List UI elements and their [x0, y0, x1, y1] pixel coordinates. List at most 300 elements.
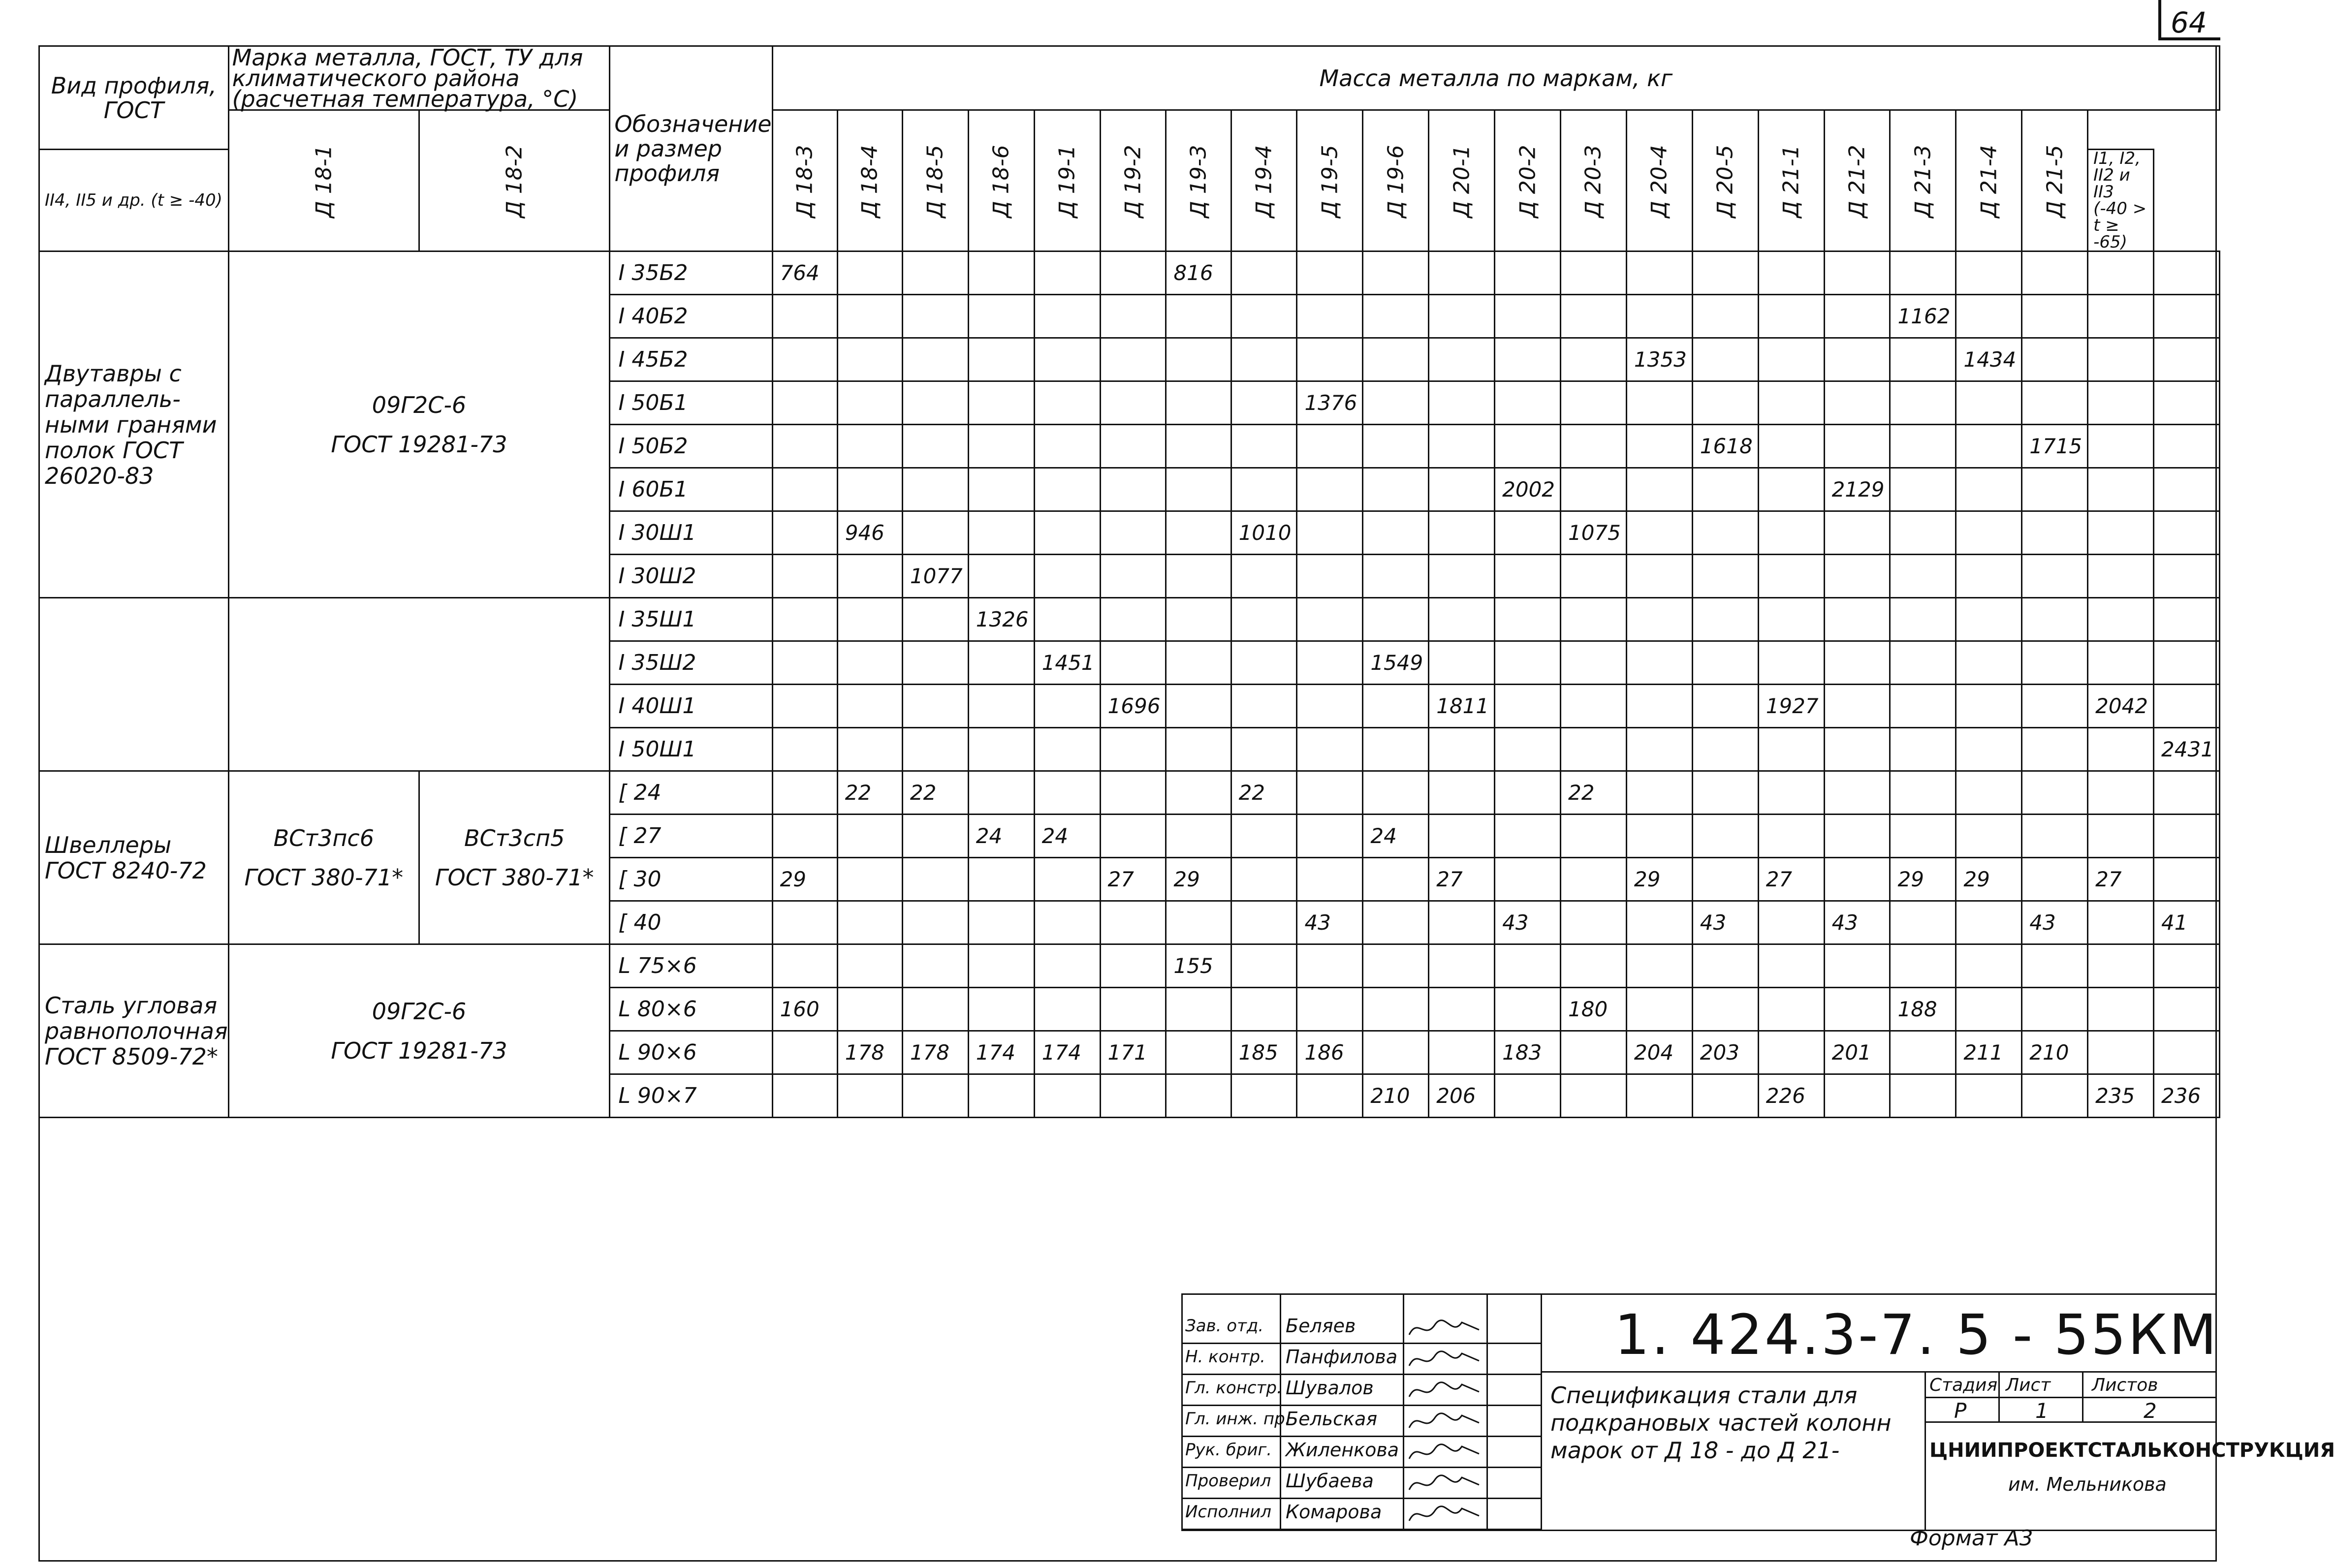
- mass-cell: [1363, 944, 1429, 988]
- mass-cell: 27: [1100, 858, 1166, 901]
- grade-label: Д 20-4: [1646, 145, 1672, 218]
- mass-cell: [1231, 944, 1297, 988]
- mass-cell: [1297, 555, 1363, 598]
- role-label: Н. контр.: [1185, 1347, 1265, 1367]
- mass-cell: [772, 338, 837, 381]
- mass-cell: [902, 815, 968, 858]
- mass-cell: [772, 598, 837, 641]
- steel-grade-line: ВСт3пс6: [273, 824, 374, 851]
- grade-label: Д 18-6: [988, 145, 1014, 218]
- mass-cell: [1231, 338, 1297, 381]
- grade-header: [2022, 110, 2088, 251]
- mass-cell: [1034, 381, 1100, 425]
- mass-cell: 1162: [1890, 295, 1956, 338]
- mass-cell: [1100, 251, 1166, 295]
- mass-cell: [1297, 988, 1363, 1031]
- mass-cell: [837, 641, 902, 685]
- mass-cell: [1692, 295, 1758, 338]
- mass-cell: [2154, 511, 2220, 555]
- mass-cell: [2088, 555, 2154, 598]
- grade-header: [1100, 110, 1166, 251]
- mass-cell: [1692, 511, 1758, 555]
- mass-cell: [1231, 425, 1297, 468]
- mass-cell: [837, 295, 902, 338]
- mass-cell: [1231, 641, 1297, 685]
- mass-cell: [2088, 815, 2154, 858]
- grade-label: Д 20-3: [1580, 145, 1606, 218]
- grade-label: Д 21-4: [1976, 145, 2002, 218]
- signature: [1405, 1470, 1484, 1497]
- profile-size: I 50Ш1: [610, 728, 772, 771]
- mass-cell: [1890, 381, 1956, 425]
- mass-cell: 22: [1561, 771, 1627, 815]
- steel-grade-line: 09Г2С-6: [372, 391, 467, 418]
- mass-cell: [1890, 468, 1956, 511]
- signature: [1405, 1315, 1484, 1342]
- mass-cell: [2088, 728, 2154, 771]
- mass-cell: [968, 338, 1034, 381]
- mass-cell: [1429, 425, 1495, 468]
- mass-cell: [1166, 295, 1231, 338]
- mass-cell: [2154, 858, 2220, 901]
- mass-cell: [1231, 555, 1297, 598]
- mass-cell: 210: [2022, 1031, 2088, 1074]
- mass-cell: 201: [1824, 1031, 1890, 1074]
- mass-cell: [1626, 381, 1692, 425]
- mass-cell: [1692, 728, 1758, 771]
- mass-cell: [1890, 511, 1956, 555]
- table-row: [39, 598, 2220, 641]
- mass-cell: [2022, 771, 2088, 815]
- mass-cell: 2129: [1824, 468, 1890, 511]
- mass-cell: [1297, 685, 1363, 728]
- mass-cell: [1034, 1074, 1100, 1118]
- mass-cell: [1231, 381, 1297, 425]
- mass-cell: [1100, 1074, 1166, 1118]
- role-label: Зав. отд.: [1185, 1316, 1264, 1336]
- mass-cell: [1956, 944, 2022, 988]
- mass-cell: [1758, 381, 1824, 425]
- mass-cell: [1231, 988, 1297, 1031]
- mass-cell: [837, 815, 902, 858]
- mass-cell: [1034, 901, 1100, 944]
- mass-cell: [902, 598, 968, 641]
- corner-line-v: [2158, 0, 2161, 38]
- mass-cell: 178: [837, 1031, 902, 1074]
- mass-cell: 22: [1231, 771, 1297, 815]
- header-mass: Масса металла по маркам, кг: [772, 46, 2219, 110]
- mass-cell: [1956, 295, 2022, 338]
- mass-cell: [1626, 555, 1692, 598]
- mass-cell: 183: [1495, 1031, 1561, 1074]
- mass-cell: 43: [1824, 901, 1890, 944]
- grade-label: Д 18-2: [502, 145, 527, 218]
- signature: [1405, 1377, 1484, 1404]
- mass-cell: [1890, 1031, 1956, 1074]
- mass-cell: 185: [1231, 1031, 1297, 1074]
- profile-size: I 35Ш1: [610, 598, 772, 641]
- profile-size: I 40Б2: [610, 295, 772, 338]
- mass-cell: [1956, 598, 2022, 641]
- mass-cell: [1758, 1031, 1824, 1074]
- mass-cell: 2042: [2088, 685, 2154, 728]
- mass-cell: [1034, 468, 1100, 511]
- mass-cell: [1890, 598, 1956, 641]
- steel-grade: [228, 598, 610, 771]
- mass-cell: [1692, 815, 1758, 858]
- mass-cell: [1231, 728, 1297, 771]
- mass-cell: 29: [1890, 858, 1956, 901]
- mass-cell: [1824, 641, 1890, 685]
- mass-cell: [1297, 641, 1363, 685]
- mass-cell: [2154, 815, 2220, 858]
- mass-cell: 41: [2154, 901, 2220, 944]
- mass-cell: [1626, 251, 1692, 295]
- role-label: Рук. бриг.: [1185, 1440, 1272, 1460]
- profile-size: [ 40: [610, 901, 772, 944]
- mass-cell: [1429, 815, 1495, 858]
- mass-cell: [1297, 295, 1363, 338]
- mass-cell: [1824, 1074, 1890, 1118]
- mass-cell: [2088, 901, 2154, 944]
- mass-cell: [902, 251, 968, 295]
- mass-cell: [2088, 511, 2154, 555]
- mass-cell: [1100, 901, 1166, 944]
- role-label: Исполнил: [1185, 1502, 1271, 1522]
- mass-cell: [1231, 295, 1297, 338]
- mass-cell: 188: [1890, 988, 1956, 1031]
- mass-cell: 226: [1758, 1074, 1824, 1118]
- mass-cell: [2088, 251, 2154, 295]
- mass-cell: [1561, 251, 1627, 295]
- mass-cell: 43: [2022, 901, 2088, 944]
- mass-cell: [2022, 1074, 2088, 1118]
- mass-cell: 2002: [1495, 468, 1561, 511]
- mass-cell: [1824, 251, 1890, 295]
- mass-cell: [1231, 815, 1297, 858]
- mass-cell: [1626, 598, 1692, 641]
- mass-cell: [1626, 901, 1692, 944]
- mass-cell: [968, 685, 1034, 728]
- mass-cell: 22: [837, 771, 902, 815]
- mass-cell: 203: [1692, 1031, 1758, 1074]
- mass-cell: [1166, 685, 1231, 728]
- mass-cell: [1166, 511, 1231, 555]
- mass-cell: [2088, 1031, 2154, 1074]
- mass-cell: [1429, 901, 1495, 944]
- mass-cell: 178: [902, 1031, 968, 1074]
- mass-cell: [1034, 944, 1100, 988]
- grade-label: Д 21-3: [1910, 145, 1936, 218]
- mass-cell: 204: [1626, 1031, 1692, 1074]
- mass-cell: [1363, 425, 1429, 468]
- mass-cell: 1010: [1231, 511, 1297, 555]
- grade-label: Д 20-5: [1712, 145, 1738, 218]
- person-name: Беляев: [1286, 1315, 1356, 1337]
- mass-cell: [1231, 858, 1297, 901]
- mass-cell: [1363, 685, 1429, 728]
- mass-cell: [1297, 1074, 1363, 1118]
- mass-cell: [1297, 771, 1363, 815]
- header-steel-sub1: II4, II5 и др. (t ≥ -40): [39, 150, 229, 251]
- mass-cell: [968, 295, 1034, 338]
- mass-cell: 1376: [1297, 381, 1363, 425]
- mass-cell: [2022, 295, 2088, 338]
- table-row: [39, 944, 2220, 988]
- mass-cell: 211: [1956, 1031, 2022, 1074]
- mass-cell: [1166, 468, 1231, 511]
- mass-cell: [1231, 468, 1297, 511]
- mass-cell: [2022, 338, 2088, 381]
- mass-cell: [1758, 728, 1824, 771]
- mass-cell: [772, 815, 837, 858]
- mass-cell: [1561, 858, 1627, 901]
- mass-cell: [1429, 1031, 1495, 1074]
- mass-cell: [1890, 771, 1956, 815]
- mass-cell: [1626, 815, 1692, 858]
- mass-cell: [1034, 511, 1100, 555]
- mass-cell: [1956, 1074, 2022, 1118]
- mass-cell: 155: [1166, 944, 1231, 988]
- mass-cell: [1890, 425, 1956, 468]
- mass-cell: [1956, 251, 2022, 295]
- signature: [1405, 1346, 1484, 1373]
- mass-cell: [1890, 1074, 1956, 1118]
- mass-cell: [1363, 381, 1429, 425]
- grade-header: [1956, 110, 2022, 251]
- mass-cell: [1626, 511, 1692, 555]
- mass-cell: [1495, 338, 1561, 381]
- mass-cell: [1429, 468, 1495, 511]
- mass-cell: [1824, 728, 1890, 771]
- mass-cell: [837, 728, 902, 771]
- mass-cell: [1363, 901, 1429, 944]
- mass-cell: [2088, 598, 2154, 641]
- mass-cell: 27: [1758, 858, 1824, 901]
- mass-cell: 1353: [1626, 338, 1692, 381]
- mass-cell: 1715: [2022, 425, 2088, 468]
- mass-cell: [772, 511, 837, 555]
- mass-cell: [1692, 641, 1758, 685]
- mass-cell: 24: [968, 815, 1034, 858]
- grade-header: [228, 110, 419, 251]
- mass-cell: 210: [1363, 1074, 1429, 1118]
- mass-cell: [1231, 901, 1297, 944]
- mass-cell: [837, 901, 902, 944]
- mass-cell: [1824, 425, 1890, 468]
- mass-cell: [1495, 685, 1561, 728]
- mass-cell: [1034, 685, 1100, 728]
- role-label: Гл. инж. пр.: [1185, 1409, 1291, 1429]
- mass-cell: 235: [2088, 1074, 2154, 1118]
- mass-cell: [1561, 641, 1627, 685]
- mass-cell: [1692, 685, 1758, 728]
- mass-cell: [1495, 555, 1561, 598]
- mass-cell: [1495, 728, 1561, 771]
- mass-cell: [1034, 555, 1100, 598]
- mass-cell: [1890, 944, 1956, 988]
- mass-cell: [1363, 251, 1429, 295]
- mass-cell: 1326: [968, 598, 1034, 641]
- profile-size: I 35Ш2: [610, 641, 772, 685]
- grade-label: Д 19-4: [1251, 145, 1277, 218]
- mass-cell: [1626, 425, 1692, 468]
- mass-cell: [1758, 988, 1824, 1031]
- mass-cell: [1429, 338, 1495, 381]
- mass-cell: [1166, 425, 1231, 468]
- grade-label: Д 21-1: [1778, 145, 1804, 218]
- mass-cell: [1363, 1031, 1429, 1074]
- mass-cell: [2022, 381, 2088, 425]
- title-line-2: подкрановых частей колонн: [1550, 1410, 1892, 1436]
- grade-label: Д 20-1: [1449, 145, 1475, 218]
- profile-size: L 90×7: [610, 1074, 772, 1118]
- mass-cell: [1824, 858, 1890, 901]
- mass-cell: [1956, 641, 2022, 685]
- mass-cell: [1166, 641, 1231, 685]
- mass-cell: [1363, 555, 1429, 598]
- grade-label: Д 21-5: [2042, 145, 2068, 218]
- mass-cell: [2088, 944, 2154, 988]
- mass-cell: [1363, 771, 1429, 815]
- mass-cell: [2022, 944, 2088, 988]
- mass-cell: [1495, 598, 1561, 641]
- mass-cell: [1824, 815, 1890, 858]
- mass-cell: [1561, 728, 1627, 771]
- grade-header: [772, 110, 837, 251]
- mass-cell: [1956, 901, 2022, 944]
- mass-cell: [772, 771, 837, 815]
- mass-cell: [2154, 295, 2220, 338]
- mass-cell: [1561, 685, 1627, 728]
- mass-cell: [1231, 598, 1297, 641]
- steel-grade-line: ГОСТ 380-71*: [435, 864, 594, 891]
- grade-label: Д 19-1: [1054, 145, 1080, 218]
- grade-header: [1824, 110, 1890, 251]
- mass-cell: [837, 425, 902, 468]
- sheet-value: 1: [2035, 1399, 2049, 1423]
- mass-cell: [1626, 468, 1692, 511]
- grade-header: [1297, 110, 1363, 251]
- mass-cell: [1495, 641, 1561, 685]
- mass-cell: [1561, 555, 1627, 598]
- mass-cell: [1824, 511, 1890, 555]
- mass-cell: [1561, 295, 1627, 338]
- grade-label: Д 19-3: [1186, 145, 1211, 218]
- mass-cell: [1824, 685, 1890, 728]
- mass-cell: [1626, 641, 1692, 685]
- profile-size: L 75×6: [610, 944, 772, 988]
- mass-cell: [1561, 468, 1627, 511]
- mass-cell: [837, 858, 902, 901]
- mass-cell: [1034, 295, 1100, 338]
- mass-cell: [1100, 641, 1166, 685]
- mass-cell: 206: [1429, 1074, 1495, 1118]
- sheet-label: Лист: [2006, 1375, 2051, 1395]
- mass-cell: [1758, 295, 1824, 338]
- mass-cell: [772, 295, 837, 338]
- mass-cell: [2154, 555, 2220, 598]
- mass-cell: [1100, 295, 1166, 338]
- mass-cell: [2022, 858, 2088, 901]
- mass-cell: [772, 468, 837, 511]
- mass-cell: [1824, 988, 1890, 1031]
- mass-cell: [2154, 944, 2220, 988]
- mass-cell: [2022, 815, 2088, 858]
- mass-cell: [1100, 598, 1166, 641]
- mass-cell: 946: [837, 511, 902, 555]
- mass-cell: [902, 511, 968, 555]
- mass-cell: 1618: [1692, 425, 1758, 468]
- title-line-1: Спецификация стали для: [1550, 1382, 1858, 1409]
- mass-cell: [1561, 598, 1627, 641]
- mass-cell: [1692, 858, 1758, 901]
- role-label: Гл. констр.: [1185, 1378, 1282, 1398]
- mass-cell: [837, 555, 902, 598]
- mass-cell: [1890, 685, 1956, 728]
- mass-cell: [772, 381, 837, 425]
- mass-cell: [772, 425, 837, 468]
- profile-size: I 45Б2: [610, 338, 772, 381]
- header-steel: Марка металла, ГОСТ, ТУ для климатического района (расчетная температура, °С): [228, 46, 610, 110]
- mass-cell: [1297, 944, 1363, 988]
- mass-cell: [1692, 381, 1758, 425]
- mass-cell: [2154, 338, 2220, 381]
- mass-cell: [1758, 641, 1824, 685]
- mass-cell: [1363, 728, 1429, 771]
- mass-cell: [1034, 858, 1100, 901]
- mass-cell: [2088, 468, 2154, 511]
- mass-cell: [1758, 338, 1824, 381]
- mass-cell: [1956, 381, 2022, 425]
- mass-cell: [1890, 338, 1956, 381]
- mass-cell: [1956, 555, 2022, 598]
- signature: [1405, 1501, 1484, 1528]
- mass-cell: [1363, 338, 1429, 381]
- mass-cell: [1758, 468, 1824, 511]
- mass-cell: [1758, 598, 1824, 641]
- mass-cell: [1692, 1074, 1758, 1118]
- mass-cell: [2088, 381, 2154, 425]
- mass-cell: [772, 641, 837, 685]
- signature: [1405, 1408, 1484, 1435]
- mass-cell: [1231, 251, 1297, 295]
- mass-cell: [1297, 425, 1363, 468]
- mass-cell: [1429, 641, 1495, 685]
- mass-cell: [1100, 988, 1166, 1031]
- mass-cell: [1034, 425, 1100, 468]
- mass-cell: [2022, 641, 2088, 685]
- mass-cell: [1561, 338, 1627, 381]
- mass-cell: [1561, 944, 1627, 988]
- profile-size: I 35Б2: [610, 251, 772, 295]
- steel-grade: [228, 944, 610, 1118]
- sheet-number: 64: [2171, 6, 2207, 39]
- mass-cell: [1758, 771, 1824, 815]
- steel-grade: [228, 771, 419, 944]
- mass-cell: [2088, 771, 2154, 815]
- mass-cell: [968, 381, 1034, 425]
- mass-cell: [2022, 598, 2088, 641]
- mass-cell: [1297, 338, 1363, 381]
- mass-cell: 43: [1692, 901, 1758, 944]
- mass-cell: [1824, 381, 1890, 425]
- mass-cell: [1100, 944, 1166, 988]
- mass-cell: [902, 901, 968, 944]
- mass-cell: [2154, 685, 2220, 728]
- mass-cell: [902, 381, 968, 425]
- mass-cell: 22: [902, 771, 968, 815]
